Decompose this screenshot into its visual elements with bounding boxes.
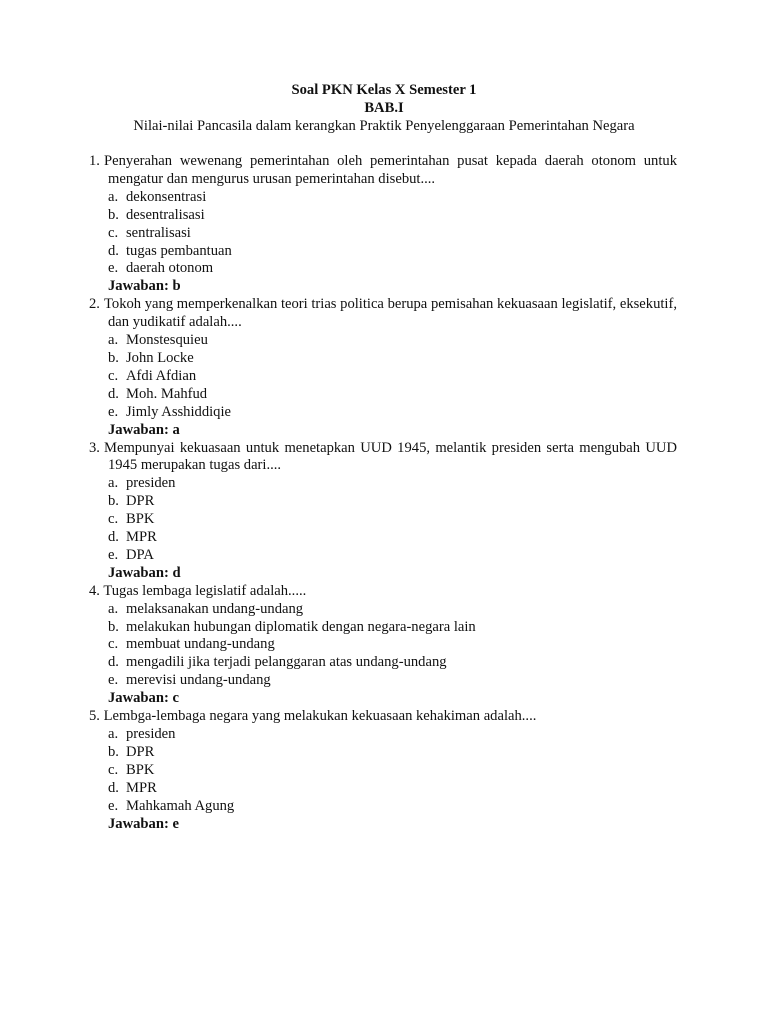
- option-a: [108, 189, 677, 207]
- question-number: 4.: [89, 582, 100, 599]
- option-letter: e.: [108, 260, 119, 277]
- question-body: Tugas lembaga legislatif adalah.....: [103, 582, 307, 599]
- question-text: [89, 708, 677, 726]
- option-text: presiden: [126, 475, 176, 492]
- option-a: [108, 601, 677, 619]
- answer-key: Jawaban: a: [108, 421, 180, 438]
- option-b: [108, 350, 677, 368]
- option-letter: e.: [108, 797, 119, 814]
- option-text: sentralisasi: [126, 224, 191, 241]
- option-text: tugas pembantuan: [126, 242, 232, 259]
- option-text: melaksanakan undang-undang: [126, 600, 304, 617]
- option-d: [108, 654, 677, 672]
- option-text: Afdi Afdian: [126, 367, 197, 384]
- option-text: MPR: [126, 779, 157, 796]
- question-3: [89, 440, 677, 583]
- option-letter: a.: [108, 600, 119, 617]
- option-letter: e.: [108, 546, 119, 563]
- option-e: [108, 798, 677, 816]
- option-letter: b.: [108, 349, 119, 366]
- option-c: [108, 511, 677, 529]
- option-text: BPK: [126, 761, 155, 778]
- question-text: [89, 440, 677, 476]
- answer-key: Jawaban: e: [108, 815, 179, 832]
- option-list: [89, 601, 677, 691]
- question-1: [89, 153, 677, 296]
- option-a: [108, 726, 677, 744]
- answer-key: Jawaban: d: [108, 564, 181, 581]
- option-letter: b.: [108, 743, 119, 760]
- option-text: daerah otonom: [126, 260, 214, 277]
- question-number: 3.: [89, 439, 100, 456]
- option-letter: e.: [108, 403, 119, 420]
- option-letter: b.: [108, 206, 119, 223]
- option-letter: b.: [108, 618, 119, 635]
- option-letter: c.: [108, 761, 119, 778]
- option-text: Monstesquieu: [126, 332, 208, 349]
- question-number: 5.: [89, 708, 100, 725]
- option-text: merevisi undang-undang: [126, 672, 271, 689]
- option-text: DPR: [126, 743, 155, 760]
- question-body: Mempunyai kekuasaan untuk menetapkan UUD 1945, melantik presiden serta mengubah UUD 1945 merupakan tugas dari....: [104, 439, 677, 474]
- option-text: BPK: [126, 511, 155, 528]
- question-text: [89, 153, 677, 189]
- option-text: MPR: [126, 529, 157, 546]
- option-letter: e.: [108, 672, 119, 689]
- question-number: 1.: [89, 153, 100, 169]
- option-text: melakukan hubungan diplomatik dengan negara-negara lain: [126, 618, 476, 635]
- answer-key: Jawaban: c: [108, 690, 179, 707]
- option-e: [108, 547, 677, 565]
- option-list: [89, 189, 677, 279]
- document-title: Soal PKN Kelas X Semester 1: [291, 82, 477, 98]
- option-letter: d.: [108, 779, 119, 796]
- option-text: Mahkamah Agung: [126, 797, 235, 814]
- option-letter: d.: [108, 654, 119, 671]
- question-5: [89, 708, 677, 833]
- option-e: [108, 672, 677, 690]
- option-text: desentralisasi: [126, 206, 205, 223]
- question-body: Penyerahan wewenang pemerintahan oleh pemerintahan pusat kepada daerah otonom untuk mengatur dan mengurus urusan pemerintahan disebut....: [104, 153, 677, 187]
- option-list: [89, 726, 677, 816]
- option-text: Moh. Mahfud: [126, 385, 208, 402]
- question-list: [89, 153, 677, 833]
- option-a: [108, 332, 677, 350]
- option-c: [108, 368, 677, 386]
- option-b: [108, 744, 677, 762]
- question-4: [89, 583, 677, 708]
- option-b: [108, 619, 677, 637]
- question-2: [89, 296, 677, 439]
- option-b: [108, 207, 677, 225]
- document-header: [0, 81, 768, 135]
- option-text: John Locke: [126, 349, 194, 366]
- option-letter: d.: [108, 385, 119, 402]
- option-letter: c.: [108, 636, 119, 653]
- chapter-heading: BAB.I: [364, 100, 404, 116]
- option-letter: d.: [108, 529, 119, 546]
- question-body: Tokoh yang memperkenalkan teori trias politica berupa pemisahan kekuasaan legislatif, eksekutif, dan yudikatif adalah....: [104, 296, 677, 331]
- question-number: 2.: [89, 296, 100, 313]
- option-text: dekonsentrasi: [126, 188, 207, 205]
- option-e: [108, 260, 677, 278]
- option-letter: c.: [108, 224, 119, 241]
- option-letter: d.: [108, 242, 119, 259]
- option-letter: a.: [108, 475, 119, 492]
- option-d: [108, 529, 677, 547]
- option-text: membuat undang-undang: [126, 636, 275, 653]
- option-text: mengadili jika terjadi pelanggaran atas undang-undang: [126, 654, 447, 671]
- document-subtitle: Nilai-nilai Pancasila dalam kerangkan Praktik Penyelenggaraan Pemerintahan Negara: [133, 118, 635, 134]
- option-text: DPA: [126, 546, 154, 563]
- option-c: [108, 762, 677, 780]
- option-text: presiden: [126, 726, 176, 742]
- option-list: [89, 332, 677, 422]
- option-list: [89, 475, 677, 565]
- option-c: [108, 636, 677, 654]
- option-d: [108, 780, 677, 798]
- option-letter: b.: [108, 493, 119, 510]
- question-text: [89, 296, 677, 332]
- option-a: [108, 475, 677, 493]
- option-letter: c.: [108, 511, 119, 528]
- question-body: Lembga-lembaga negara yang melakukan kekuasaan kehakiman adalah....: [103, 708, 537, 725]
- question-text: [89, 583, 677, 601]
- option-d: [108, 386, 677, 404]
- option-letter: c.: [108, 367, 119, 384]
- option-text: Jimly Asshiddiqie: [126, 403, 232, 420]
- option-letter: a.: [108, 188, 119, 205]
- answer-key: Jawaban: b: [108, 278, 181, 295]
- option-d: [108, 243, 677, 261]
- option-text: DPR: [126, 493, 155, 510]
- option-letter: a.: [108, 726, 119, 742]
- option-e: [108, 404, 677, 422]
- option-c: [108, 225, 677, 243]
- option-letter: a.: [108, 332, 119, 349]
- option-b: [108, 493, 677, 511]
